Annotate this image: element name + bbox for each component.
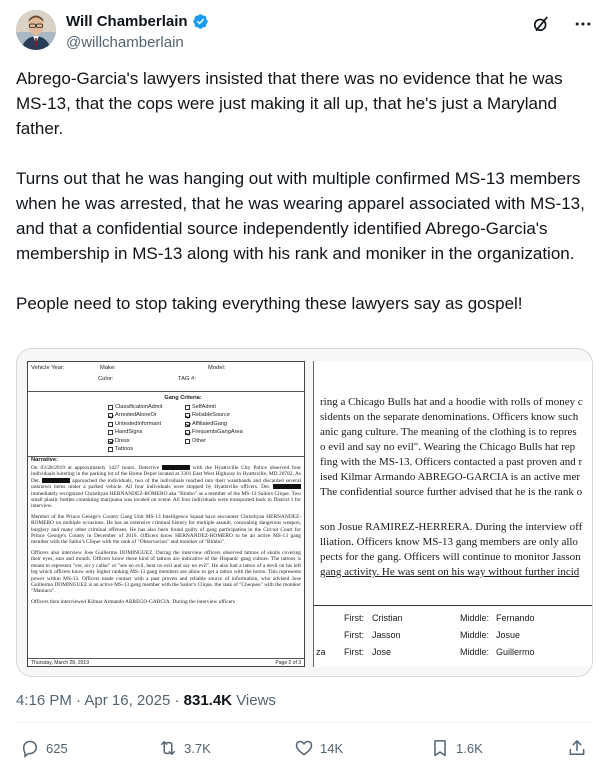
closeup-line: o evil and say no evil". Wearing the Chicago Bulls hat rep (320, 441, 576, 453)
share-icon (567, 738, 587, 758)
gang-criterion-label: ClassificationAdmit (115, 403, 163, 410)
repost-count: 3.7K (184, 740, 211, 756)
action-bar (16, 738, 593, 768)
gang-criterion-label: Dress (115, 437, 130, 444)
closeup-line: pects for the gang. Officers will continue to monitor Jasson (320, 551, 581, 563)
redaction-bar (273, 484, 301, 489)
checked-box-icon (185, 430, 190, 435)
narrative-paragraph: On 03/28/2019 at approximately 1427 hours, Detective with the Hyattsville City Police observed four individuals loitering in the parking lot of the Home Depot located at 3301 East West Highway in Hyattsville, MD 20782. As Det. approached the individuals, two of the individuals reached into their waistbands and discarded several unknown items under a parked vehicle. All four individuals were stopped by Hyattsville officers. Det. immediately recognized Christhyan HERNANDEZ-ROMERO aka "Bimbo" as a member of the MS-13 Sailors Clique. Two small plastic bottles containing marijuana was located on scene. All four individuals were transported back to District I for interview. (31, 465, 301, 510)
vehicle-info (28, 362, 304, 392)
gang-criterion (108, 412, 181, 419)
gang-criterion (108, 429, 181, 436)
gang-criterion-label: AffiliatedGang (192, 420, 228, 427)
model-label: Model: (208, 365, 226, 371)
gang-criterion (108, 438, 181, 445)
verified-badge-icon (192, 13, 209, 30)
gang-criterion-label: Other (192, 437, 206, 444)
closeup-line: anic gang culture. The meaning of the clothing is to repres (320, 426, 577, 438)
closeup-line: sidents on the separate denominations. Officers know such (320, 411, 579, 423)
narrative-text (31, 465, 301, 609)
narrative-paragraph: Member of the Prince George's County Gang Unit MS-13 Intelligence Squad have encounter Christhyan HERNANDEZ-ROMERO on multiple occasions. He has an extensive criminal history for multiple assault, concealing dangerous weapon, burglary and many other criminal offenses. He has also been found guilty of gang participation in the Circuit Court for Prince George's County in December of 2016. Officers know HERNANDEZ-ROMERO to be an active MS-13 gang member with the Sailor's Clique with the rank of "Observacion" and moniker of "Bimbo". (31, 513, 301, 546)
like-button[interactable] (294, 738, 343, 758)
footer-page: Page 2 of 3 (275, 660, 301, 666)
gang-criterion (185, 429, 258, 436)
grok-icon[interactable] (531, 14, 551, 34)
police-report-closeup (313, 361, 593, 667)
more-options-icon[interactable] (573, 14, 593, 34)
gang-criterion-label: ArrestedAloneOr (115, 412, 157, 419)
closeup-line: gang activity. He was sent on his way without further incid (320, 566, 580, 578)
share-button[interactable] (567, 738, 587, 758)
tweet-paragraph: Turns out that he was hanging out with multiple confirmed MS-13 members when he was arrested, that he was wearing apparel associated with MS-13, and that a confidential source independently identified Abrego-Garcia's membership in MS-13 along with his rank and moniker in the organization. (16, 169, 585, 263)
closeup-line: son Josue RAMIREZ-HERRERA. During the interview off (320, 521, 583, 533)
like-count: 14K (320, 740, 344, 756)
vehicle-year-label: Vehicle Year: (31, 365, 65, 371)
tag-label: TAG #: (178, 376, 196, 382)
gang-criterion (108, 421, 181, 428)
tweet-text (16, 66, 593, 341)
closeup-line: The confidential source further advised that he is the rank o (320, 486, 583, 498)
gang-criterion-label: UntestedInformant (115, 420, 162, 427)
checked-box-icon (185, 422, 190, 427)
attached-image[interactable] (16, 348, 593, 677)
name-row: za First: Jose Middle: Guillermo (316, 647, 535, 657)
reply-button[interactable] (20, 738, 68, 758)
bookmark-button[interactable] (430, 738, 483, 758)
narrative-paragraph: Officers then interviewed Kilmar Armando ABREGO-GARCIA. During the interview officers (31, 598, 235, 605)
gang-criterion-label: FrequentsGangArea (192, 429, 243, 436)
redaction-bar (162, 465, 190, 470)
redaction-bar (42, 478, 70, 483)
divider (16, 722, 593, 723)
page-footer (28, 658, 304, 666)
gang-criteria-title: Gang Criteria: (164, 395, 202, 401)
gang-criterion-label: HandSigns (115, 429, 143, 436)
name-row: First: Jasson Middle: Josue (344, 630, 521, 640)
unchecked-box-icon (185, 405, 190, 410)
gang-criterion (108, 404, 181, 411)
color-label: Color: (98, 376, 114, 382)
tweet-header (16, 10, 593, 58)
gang-criterion (185, 404, 258, 411)
name-row: First: Cristian Middle: Fernando (344, 613, 535, 623)
repost-icon (158, 738, 178, 758)
narrative-paragraph: Officers also interview Jose Guillermo DOMINGUEZ. During the interview officers observed tattoos of skulls covering their eyes, ears and mouth. Officers know these kind of tattoos are indicative of the Hispanic gang culture. The tattoos is meant to represent "ver, oir y callar" or "see no evil, hear no evil and say no evil". He also had a tattoo of a devil on his left leg which officers know only higher ranking MS-13 gang members are allow to get a tattoo with the horns. This represents power within MS-13. Officers made contact with a past proven and reliable source of information, who advised Jose Guillermo DOMINGUEZ is an active MS-13 gang member with the Sailor's Clique, the rank of "Chequeo" with the moniker "Maniaco". (31, 549, 301, 595)
gang-criterion-label: SelfAdmit (192, 403, 216, 410)
checked-box-icon (185, 413, 190, 418)
bookmark-icon (430, 738, 450, 758)
closeup-line: lliation. Officers know MS-13 gang members are only allo (320, 536, 578, 548)
gang-criterion (185, 438, 258, 445)
repost-button[interactable] (158, 738, 211, 758)
avatar[interactable] (16, 10, 56, 50)
bookmark-count: 1.6K (456, 740, 483, 756)
views-label: Views (236, 692, 276, 709)
closeup-line: ised Kilmar Armando ABREGO-GARCIA is an active mer (320, 471, 580, 483)
author-name[interactable]: Will Chamberlain (66, 13, 188, 30)
unchecked-box-icon (108, 405, 113, 410)
reply-icon (20, 738, 40, 758)
footer-date: Thursday, March 28, 2019 (31, 660, 89, 666)
checked-box-icon (108, 413, 113, 418)
unchecked-box-icon (108, 430, 113, 435)
tweet-meta: 4:16 PM · Apr 16, 2025 · 831.4K Views (16, 692, 276, 709)
narrative-label: Narrative: (28, 456, 304, 464)
gang-criterion-label: Tattoos (115, 446, 134, 453)
gang-criterion-label: ReliableSource (192, 412, 230, 419)
unchecked-box-icon (185, 439, 190, 444)
views-count: 831.4K (183, 692, 233, 709)
heart-icon (294, 738, 314, 758)
names-table (314, 611, 593, 662)
closeup-line: ring a Chicago Bulls hat and a hoodie with rolls of money c (320, 396, 583, 408)
gang-criterion (185, 421, 258, 428)
reply-count: 625 (46, 740, 68, 756)
unchecked-box-icon (108, 422, 113, 427)
gang-criterion (185, 412, 258, 419)
gang-criteria (108, 395, 258, 453)
closeup-line: fing with the MS-13. Officers contacted a past proven and r (320, 456, 583, 468)
unchecked-box-icon (108, 447, 113, 452)
post-time[interactable]: 4:16 PM (16, 692, 72, 709)
closeup-text (320, 395, 593, 580)
post-date[interactable]: Apr 16, 2025 (84, 692, 171, 709)
tweet-paragraph: Abrego-Garcia's lawyers insisted that there was no evidence that he was MS-13, that the cops were just making it all up, that he's just a Maryland father. (16, 69, 563, 138)
police-report-page (27, 361, 305, 667)
make-label: Make: (100, 365, 116, 371)
author-handle[interactable]: @willchamberlain (66, 34, 184, 51)
checked-box-icon (108, 439, 113, 444)
gang-criterion (108, 446, 181, 453)
tweet-paragraph: People need to stop taking everything these lawyers say as gospel! (16, 294, 523, 313)
gang-criteria-list (108, 404, 258, 453)
